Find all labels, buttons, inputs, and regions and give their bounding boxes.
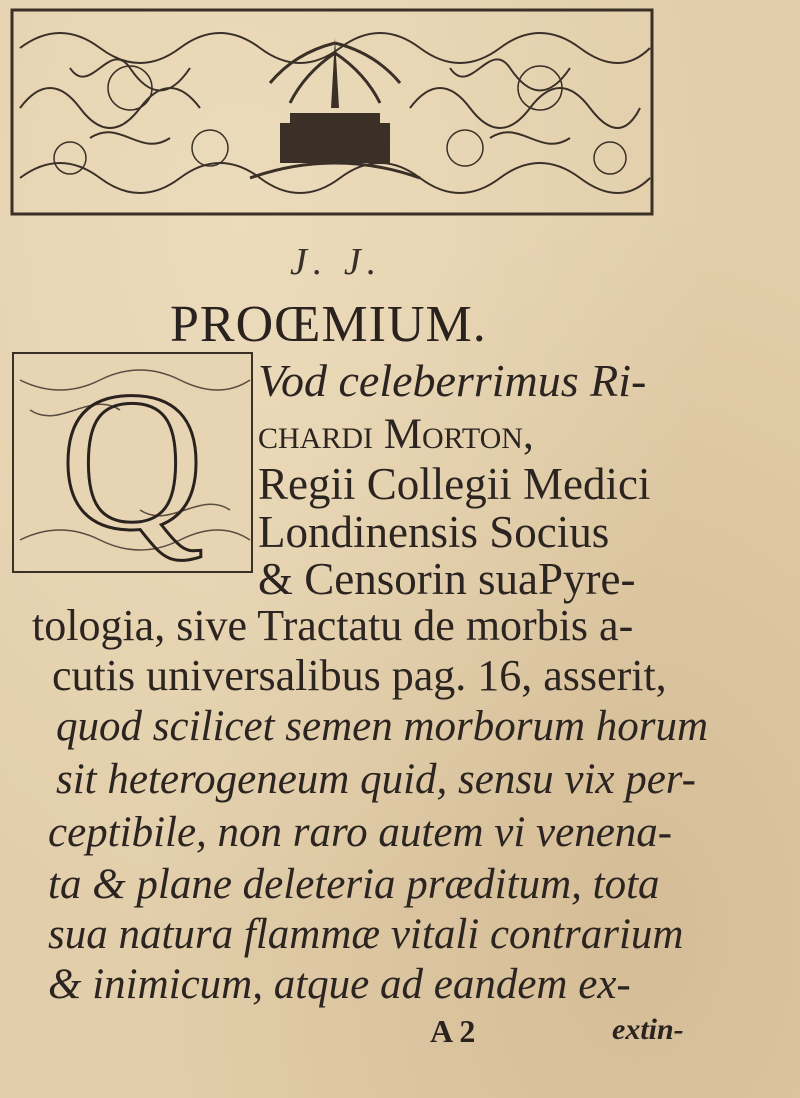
text-line: tologia, sive Tractatu de morbis a-: [32, 601, 634, 650]
text-line: & Censorin suaPyre-: [258, 554, 636, 604]
manuscript-signatures: J. J.: [290, 241, 383, 283]
drop-cap-letter: Q: [59, 351, 205, 572]
text-line: & inimicum, atque ad eandem ex-: [48, 961, 631, 1008]
text-line: Vod celeberrimus Ri-: [258, 355, 647, 406]
text-line: ceptibile, non raro autem vi venena-: [48, 809, 673, 856]
signature-mark: A 2: [430, 1013, 476, 1049]
drop-cap: [10, 350, 255, 575]
text-line: quod scilicet semen morborum horum: [56, 703, 709, 750]
catchword: extin-: [612, 1013, 684, 1046]
text-line: sit heterogeneum quid, sensu vix per-: [56, 756, 697, 803]
page-title: PROŒMIUM.: [170, 296, 487, 353]
ornamental-headpiece-icon: [10, 8, 660, 218]
drop-cap-ornament-icon: [10, 350, 255, 575]
text-line: sua natura flammæ vitali contrarium: [48, 911, 684, 958]
text-line: chardi Morton,: [258, 411, 534, 458]
text-line: cutis universalibus pag. 16, asserit,: [52, 651, 667, 700]
text-line: ta & plane deleteria præditum, tota: [48, 861, 660, 908]
text-line: Londinensis Socius: [258, 507, 610, 557]
text-line: Regii Collegii Medici: [258, 459, 651, 509]
